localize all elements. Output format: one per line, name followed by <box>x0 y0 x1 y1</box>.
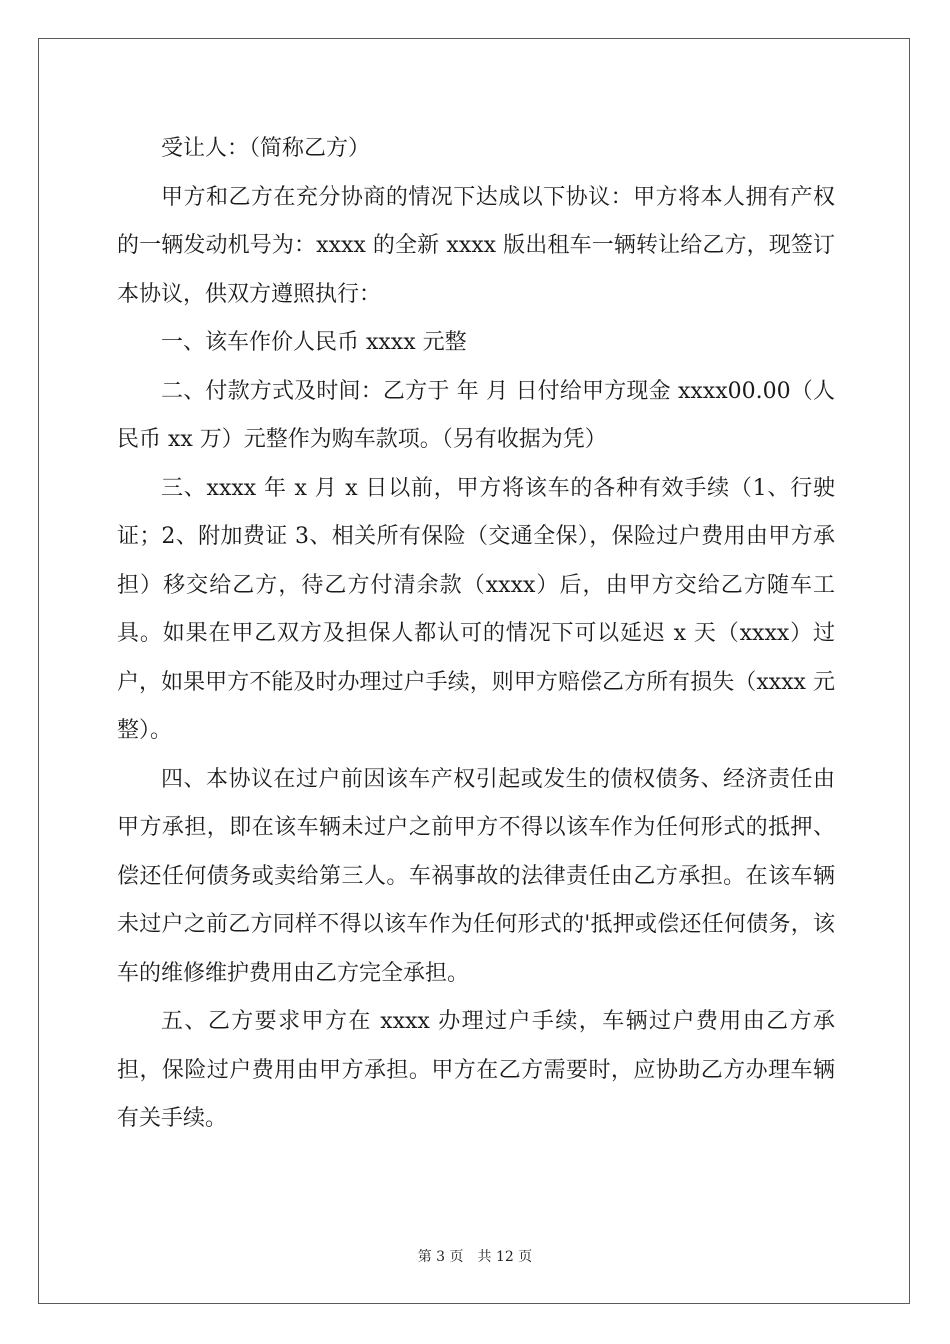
paragraph-clause-3: 三、xxxx 年 x 月 x 日以前，甲方将该车的各种有效手续（1、行驶证；2、附加费证 3、相关所有保险（交通全保），保险过户费用由甲方承担）移交给乙方，待乙方付清余款（xxxx）后，由甲方交给乙方随车工具。如果在甲乙双方及担保人都认可的情况下可以延迟 x 天（xxxx）过户，如果甲方不能及时办理过户手续，则甲方赔偿乙方所有损失（xxxx 元整）。 <box>117 475 835 743</box>
document-body <box>117 125 835 1144</box>
page-total: 共 12 页 <box>477 1249 533 1265</box>
paragraph-clause-4: 四、本协议在过户前因该车产权引起或发生的债权债务、经济责任由甲方承担，即在该车辆未过户之前甲方不得以该车作为任何形式的抵押、偿还任何债务或卖给第三人。车祸事故的法律责任由乙方承担。在该车辆未过户之前乙方同样不得以该车作为任何形式的'抵押或偿还任何债务，该车的维修维护费用由乙方完全承担。 <box>117 766 835 986</box>
paragraph-assignee: 受让人：（简称乙方） <box>161 136 371 161</box>
page-footer <box>0 1246 950 1266</box>
paragraph-clause-1: 一、该车作价人民币 xxxx 元整 <box>161 330 467 355</box>
paragraph-clause-2: 二、付款方式及时间：乙方于 年 月 日付给甲方现金 xxxx00.00（人民币 xx 万）元整作为购车款项。（另有收据为凭） <box>117 378 835 452</box>
paragraph-clause-5: 五、乙方要求甲方在 xxxx 办理过户手续，车辆过户费用由乙方承担，保险过户费用由甲方承担。甲方在乙方需要时，应协助乙方办理车辆有关手续。 <box>117 1009 835 1131</box>
page-number: 第 3 页 <box>417 1249 464 1265</box>
paragraph-agreement-intro: 甲方和乙方在充分协商的情况下达成以下协议：甲方将本人拥有产权的一辆发动机号为：xxxx 的全新 xxxx 版出租车一辆转让给乙方，现签订本协议，供双方遵照执行： <box>117 184 835 307</box>
